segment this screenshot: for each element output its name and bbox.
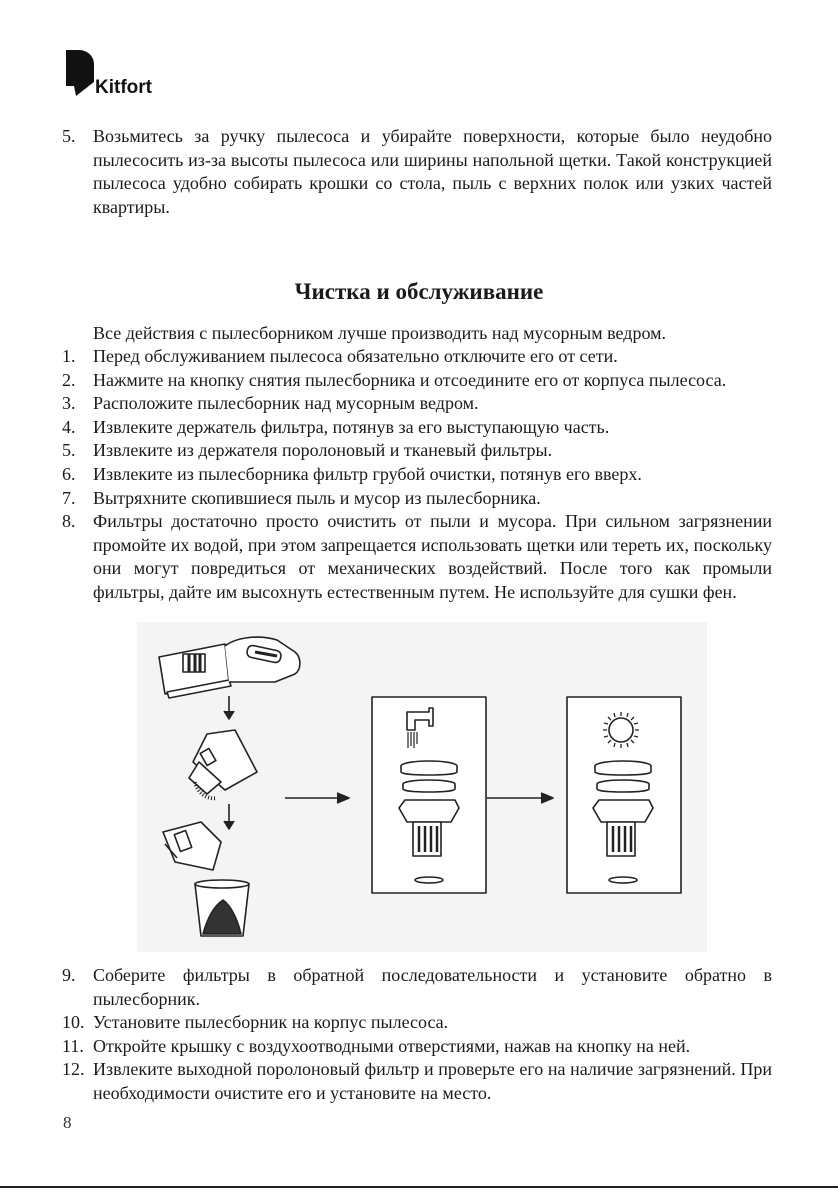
section-intro: Все действия с пылесборником лучше производить над мусорным ведром. bbox=[93, 323, 667, 343]
cleaning-illustration-svg bbox=[137, 622, 707, 952]
list-item bbox=[62, 1035, 772, 1059]
list-item bbox=[62, 1011, 772, 1035]
brand-mark-icon bbox=[66, 50, 94, 98]
item-number: 5. bbox=[62, 126, 76, 146]
cloth-filter-drawing bbox=[403, 780, 455, 792]
list-item bbox=[62, 463, 772, 487]
item-text: Установите пылесборник на корпус пылесоса. bbox=[93, 1012, 449, 1033]
item-number: 11. bbox=[62, 1035, 84, 1056]
list-item bbox=[62, 439, 772, 463]
cleaning-illustration bbox=[137, 622, 707, 952]
list-item bbox=[62, 1058, 772, 1105]
vacuum-body-drawing bbox=[159, 637, 300, 698]
item-number: 5. bbox=[62, 440, 76, 461]
arrow-head-icon bbox=[224, 821, 234, 829]
item-number: 2. bbox=[62, 369, 76, 390]
foam-filter-drawing bbox=[595, 761, 651, 775]
arrow-head-icon bbox=[541, 793, 553, 803]
kitfort-logo bbox=[66, 50, 152, 98]
item-text: Извлеките из пылесборника фильтр грубой очистки, потянув его вверх. bbox=[93, 463, 642, 484]
small-filter-drawing bbox=[609, 877, 637, 883]
page-number: 8 bbox=[63, 1113, 72, 1132]
sun-icon bbox=[603, 712, 639, 748]
list-item bbox=[62, 487, 772, 511]
item-text: Соберите фильтры в обратной последовательности и установите обратно в пылесборник. bbox=[93, 965, 772, 1009]
brand-name: Kitfort bbox=[95, 77, 152, 98]
item-text: Извлеките держатель фильтра, потянув за его выступающую часть. bbox=[93, 416, 610, 437]
item-number: 4. bbox=[62, 416, 76, 437]
item-number: 1. bbox=[62, 346, 76, 366]
item-number: 8. bbox=[62, 511, 76, 532]
item-number: 3. bbox=[62, 393, 76, 414]
list-item bbox=[62, 392, 772, 416]
item-number: 7. bbox=[62, 487, 76, 508]
item-text: Извлеките из держателя поролоновый и тканевый фильтры. bbox=[93, 440, 553, 461]
arrow-head-icon bbox=[224, 711, 234, 719]
foam-filter-drawing bbox=[401, 761, 457, 775]
page-bottom-rule bbox=[0, 1186, 838, 1188]
list-item bbox=[62, 510, 772, 604]
item-number: 10. bbox=[62, 1012, 85, 1033]
section-title: Чистка и обслуживание bbox=[294, 279, 544, 304]
trash-bin-drawing bbox=[195, 880, 249, 936]
list-item bbox=[62, 125, 772, 219]
list-item bbox=[62, 416, 772, 440]
item-number: 12. bbox=[62, 1059, 85, 1080]
dust-bin-tilted-drawing bbox=[189, 730, 257, 798]
cloth-filter-drawing bbox=[597, 780, 649, 792]
item-text: Фильтры достаточно просто очистить от пыли и мусора. При сильном загрязнении промойте их водой, при этом запрещается использовать щетки или тереть их, поскольку они могут повредиться от механических воздействий. После того как промыли фильтры, дайте им высохнуть естественным путем. Не используйте для сушки фен. bbox=[93, 511, 772, 602]
item-text: Вытряхните скопившиеся пыль и мусор из пылесборника. bbox=[93, 487, 541, 508]
list-item bbox=[62, 345, 772, 369]
arrow-head-icon bbox=[337, 793, 349, 803]
item-text: Расположите пылесборник над мусорным ведром. bbox=[93, 393, 479, 414]
list-item bbox=[62, 369, 772, 393]
list-item bbox=[62, 964, 772, 1011]
dust-bin-empty-drawing bbox=[163, 822, 221, 870]
small-filter-drawing bbox=[415, 877, 443, 883]
item-text: Извлеките выходной поролоновый фильтр и проверьте его на наличие загрязнений. При необходимости очистите его и установите на место. bbox=[93, 1059, 772, 1103]
item-text: Откройте крышку с воздухоотводными отверстиями, нажав на кнопку на ней. bbox=[93, 1035, 691, 1056]
cleaning-steps bbox=[62, 345, 772, 605]
list-continued bbox=[62, 125, 772, 219]
item-text: Возьмитесь за ручку пылесоса и убирайте поверхности, которые было неудобно пылесосить из-за высоты пылесоса или ширины напольной щетки. Такой конструкцией пылесоса удобно собирать крошки со стола, пыль с верхних полок или узких частей квартиры. bbox=[93, 126, 772, 217]
item-text: Перед обслуживанием пылесоса обязательно отключите его от сети. bbox=[93, 346, 618, 366]
item-number: 9. bbox=[62, 965, 76, 985]
item-number: 6. bbox=[62, 463, 76, 484]
assembly-steps bbox=[62, 964, 772, 1106]
item-text: Нажмите на кнопку снятия пылесборника и отсоедините его от корпуса пылесоса. bbox=[93, 369, 727, 390]
